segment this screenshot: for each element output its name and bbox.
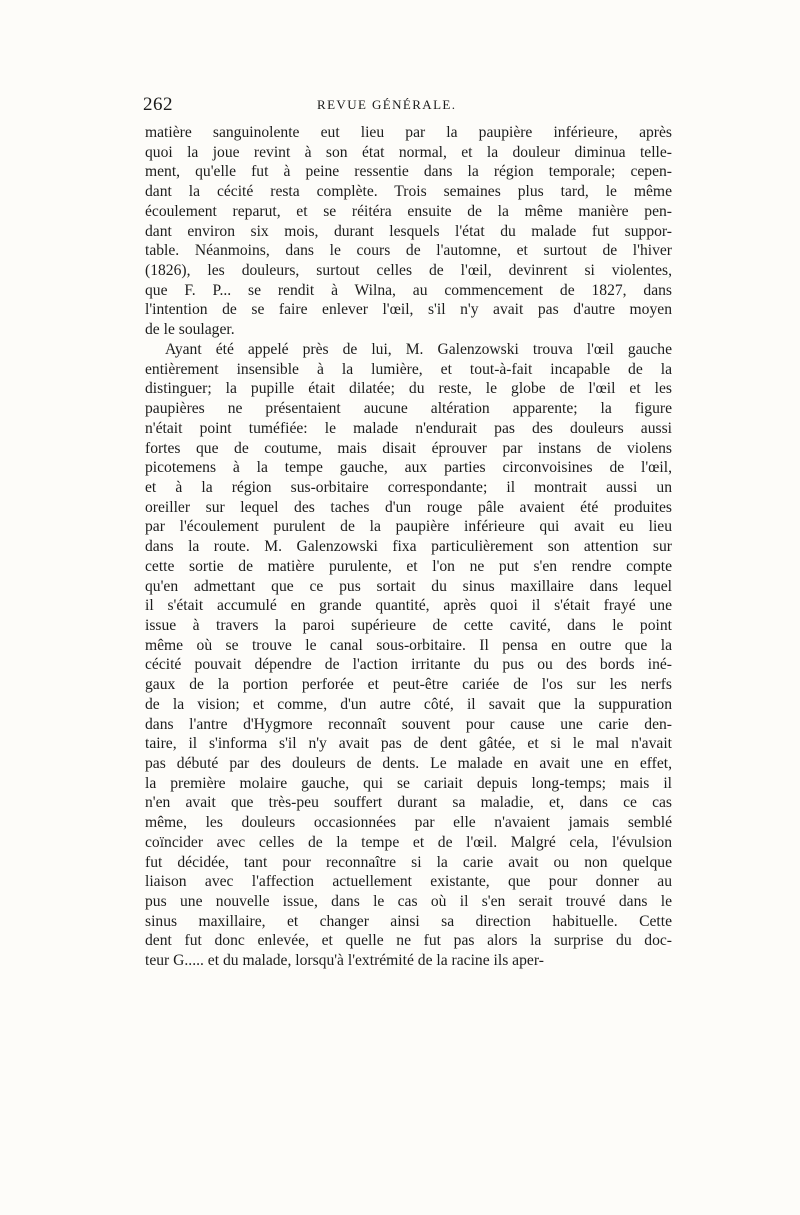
- running-title: REVUE GÉNÉRALE.: [317, 97, 457, 112]
- text-line: coïncider avec celles de la tempe et de l'œil. Malgré cela, l'évulsion: [145, 833, 672, 851]
- text-line: picotemens à la tempe gauche, aux parties circonvoisines de l'œil,: [145, 459, 672, 477]
- text-line: quoi la joue revint à son état normal, et la douleur diminua telle-: [145, 143, 672, 161]
- text-line: même où se trouve le canal sous-orbitaire. Il pensa en outre que la: [145, 636, 672, 654]
- text-line: pas débuté par des douleurs de dents. Le malade en avait une en effet,: [145, 755, 672, 772]
- text-line: fut décidée, tant pour reconnaître si la carie avait ou non quelque: [145, 853, 672, 871]
- text-line: l'intention de se faire enlever l'œil, s'il n'y avait pas d'autre moyen: [145, 301, 672, 319]
- text-line: dent fut donc enlevée, et quelle ne fut pas alors la surprise du doc-: [145, 932, 672, 950]
- text-line: dans la route. M. Galenzowski fixa particulièrement son attention sur: [145, 538, 672, 556]
- text-line: liaison avec l'affection actuellement existante, que pour donner au: [145, 873, 672, 891]
- text-line: la première molaire gauche, qui se cariait depuis long-temps; mais il: [145, 774, 672, 792]
- text-line: dant environ six mois, durant lesquels l'état du malade fut suppor-: [145, 222, 672, 240]
- text-line: de la vision; et comme, d'un autre côté, il savait que la suppuration: [145, 695, 672, 713]
- text-line: Ayant été appelé près de lui, M. Galenzowski trouva l'œil gauche: [165, 340, 672, 358]
- body-text: [145, 123, 672, 971]
- text-line: par l'écoulement purulent de la paupière inférieure qui avait eu lieu: [145, 518, 672, 536]
- text-line: fortes que de coutume, mais disait éprouver par instans de violens: [145, 439, 672, 457]
- text-line: distinguer; la pupille était dilatée; du reste, le globe de l'œil et les: [145, 380, 672, 398]
- text-line: gaux de la portion perforée et peut-être cariée de l'os sur les nerfs: [145, 676, 672, 694]
- text-line: cette sortie de matière purulente, et l'on ne put s'en rendre compte: [145, 557, 672, 575]
- text-line: dans l'antre d'Hygmore reconnaît souvent pour cause une carie den-: [145, 715, 672, 733]
- text-line: teur G..... et du malade, lorsqu'à l'extrémité de la racine ils aper-: [145, 952, 544, 970]
- text-line: matière sanguinolente eut lieu par la paupière inférieure, après: [145, 124, 672, 141]
- text-line: que F. P... se rendit à Wilna, au commencement de 1827, dans: [145, 281, 672, 299]
- text-line: n'était point tuméfiée: le malade n'endurait pas des douleurs aussi: [145, 419, 672, 437]
- text-line: ment, qu'elle fut à peine ressentie dans la région temporale; cepen-: [145, 163, 672, 181]
- text-line: écoulement reparut, et se réitéra ensuite de la même manière pen-: [145, 202, 672, 220]
- page-header: [143, 94, 671, 120]
- text-line: sinus maxillaire, et changer ainsi sa direction habituelle. Cette: [145, 912, 672, 930]
- text-line: oreiller sur lequel des taches d'un rouge pâle avaient été produites: [145, 498, 672, 516]
- text-line: pus une nouvelle issue, dans le cas où il s'en serait trouvé dans le: [145, 893, 672, 911]
- text-line: entièrement insensible à la lumière, et tout-à-fait incapable de la: [145, 360, 672, 378]
- text-line: n'en avait que très-peu souffert durant sa maladie, et, dans ce cas: [145, 794, 672, 812]
- text-line: taire, il s'informa s'il n'y avait pas de dent gâtée, et si le mal n'avait: [145, 735, 672, 753]
- text-line: (1826), les douleurs, surtout celles de l'œil, devinrent si violentes,: [145, 262, 672, 280]
- text-line: issue à travers la paroi supérieure de cette cavité, dans le point: [145, 616, 672, 634]
- text-line: de le soulager.: [145, 321, 235, 339]
- text-line: qu'en admettant que ce pus sortait du sinus maxillaire dans lequel: [145, 577, 672, 595]
- text-line: table. Néanmoins, dans le cours de l'automne, et surtout de l'hiver: [145, 242, 672, 260]
- text-line: dant la cécité resta complète. Trois semaines plus tard, le même: [145, 183, 672, 201]
- text-line: même, les douleurs occasionnées par elle n'avaient jamais semblé: [145, 814, 672, 832]
- text-line: paupières ne présentaient aucune altération apparente; la figure: [145, 400, 672, 418]
- page-number: 262: [143, 94, 173, 115]
- text-line: il s'était accumulé en grande quantité, après quoi il s'était frayé une: [145, 597, 672, 615]
- text-line: cécité pouvait dépendre de l'action irritante du pus ou des bords iné-: [145, 656, 672, 674]
- text-line: et à la région sus-orbitaire correspondante; il montrait aussi un: [145, 478, 672, 496]
